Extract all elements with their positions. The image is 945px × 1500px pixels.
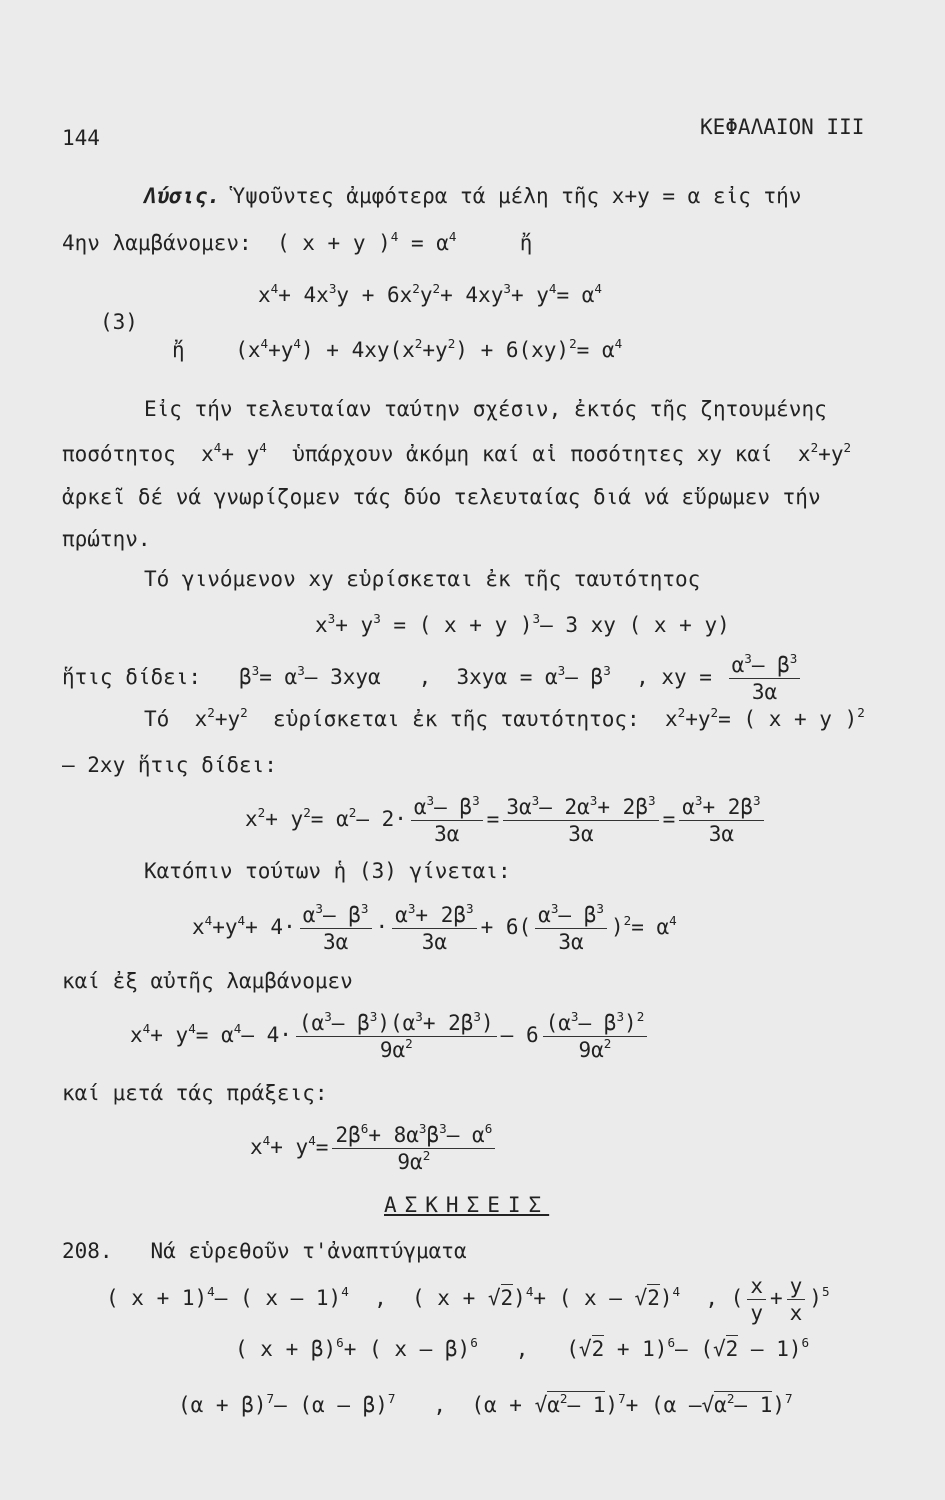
or-word: ἤ bbox=[519, 231, 533, 255]
equation-result-1: $x^4+ y^4= \alpha^4-$ 4· $\frac{(\alpha^3- \beta^3)(\alpha^3+ 2\beta^3)}{9\alpha^2}$ – 6 $\frac{(\alpha^3- \beta^3)^2}{9\alpha^2}$ bbox=[130, 1006, 651, 1064]
para6-text-a: Τό bbox=[144, 707, 170, 731]
equation-label: (3) bbox=[100, 310, 138, 334]
equation-substitution: $x^4+y^4+ 4\cdot$ $\frac{\alpha^3- \beta^3}{3\alpha}$ · $\frac{\alpha^3+ 2\beta^3}{3\alpha}$ + 6( $\frac{\alpha^3- \beta^3}{3\alpha}$ )$^2= \alpha^4$ bbox=[192, 900, 677, 954]
equation-line-beta bbox=[62, 648, 804, 706]
paragraph-line-5: Τό γινόμενον xy εὑρίσκεται ἐκ τῆς ταυτότητος bbox=[144, 567, 701, 591]
inline-math: $x^2+y^2$ bbox=[785, 440, 852, 466]
paragraph-line-1: Εἰς τήν τελευταίαν ταύτην σχέσιν, ἐκτός τῆς ζητουμένης bbox=[144, 397, 827, 421]
exercise-prompt: Νά εὑρεθοῦν τ'ἀναπτύγματα bbox=[150, 1239, 467, 1263]
chapter-title: ΚΕΦΑΛΑΙΟΝ III bbox=[700, 115, 865, 139]
paragraph-line-9: καί ἐξ αὐτῆς λαμβάνομεν bbox=[62, 969, 353, 993]
paragraph-line-3: ἀρκεῖ δέ νά γνωρίζομεν τάς δύο τελευταίας διά νά εὕρωμεν τήν bbox=[62, 485, 821, 509]
exercises-heading: ΑΣΚΗΣΕΙΣ bbox=[384, 1193, 550, 1217]
exercise-expr-row-2: ( x + β)$^6$+ ( x – β)$^6$ , $(√2 + 1)^6-$ (√2 – 1)$^6$ bbox=[235, 1335, 810, 1361]
paragraph-line-4: πρώτην. bbox=[62, 527, 151, 551]
paragraph-line-2 bbox=[62, 441, 851, 467]
equation-binomial: ( x + y )$^4 = \alpha^4$ bbox=[264, 229, 457, 255]
paragraph-line-8: Κατόπιν τούτων ἡ (3) γίνεται: bbox=[144, 859, 511, 883]
para2-text-a: ποσότητος bbox=[62, 442, 176, 466]
solution-text-1: Ὑψοῦντες ἀμφότερα τά μέλη τῆς x+y = α εἰς τήν bbox=[232, 184, 802, 208]
fraction-xy: $\frac{\alpha^3- \beta^3}{3\alpha}$ bbox=[729, 652, 801, 705]
equation-result-final: $x^4+ y^4=$ $\frac{2\beta^6+ 8\alpha^3\beta^3- \alpha^6}{9\alpha^2}$ bbox=[250, 1118, 499, 1176]
inline-math: $x^4+ y^4$ bbox=[188, 440, 267, 466]
para6-text-b: εὑρίσκεται ἐκ τῆς ταυτότητος: bbox=[273, 707, 640, 731]
solution-text-2: 4ην λαμβάνομεν: bbox=[62, 231, 252, 255]
exercise-expr-row-1: ( x + 1)$^4$– ( x – 1)$^4$ , ( x + √2)$^4$+ ( x – √2)$^4$ , ( $\frac{x}{y}$ + $\frac{y}{x}$ )$^5$ bbox=[106, 1273, 830, 1325]
equation-cube-identity: $x^3+ y^3$ = ( x + y )$^3$– 3 xy ( x + y) bbox=[315, 611, 730, 637]
equation-beta: $\beta^3= \alpha^3-$ 3xyα , $3xy\alpha = \alpha^3-$ $\beta^3$ , xy = bbox=[213, 663, 712, 689]
inline-math: $x^2+y^2=$ ( x + y )$^2$ bbox=[652, 705, 865, 731]
paragraph-line-10: καί μετά τάς πράξεις: bbox=[62, 1081, 328, 1105]
paragraph-line-7: – 2xy ἥτις δίδει: bbox=[62, 753, 277, 777]
exercise-number: 208. bbox=[62, 1239, 113, 1263]
hitis-text: ἥτις δίδει: bbox=[62, 665, 202, 689]
or-word-2: ἤ bbox=[172, 338, 185, 362]
inline-math: $x^2+y^2$ bbox=[181, 705, 248, 731]
equation-grouped: ἤ $(x^4+y^4) + 4xy(x^2+y^2) + 6(xy)^2= \alpha^4$ bbox=[172, 336, 623, 362]
page-number: 144 bbox=[62, 126, 100, 150]
equation-expansion: $x^4+ 4x^3y + 6x^2y^2+ 4xy^3+ y^4= \alpha^4$ bbox=[258, 281, 602, 307]
exercise-expr-row-3: $(\alpha + \beta)^7-$ (α – β)$^7$ , ($\alpha + √\alpha^2-$ 1)$^7$+ (α $-√\alpha^2-$ 1)$^7$ bbox=[178, 1391, 793, 1417]
solution-line-1 bbox=[144, 183, 801, 209]
equation-sum-squares: $x^2+ y^2= \alpha^2-$ 2· $\frac{\alpha^3- \beta^3}{3\alpha}$ = $\frac{3\alpha^3- 2\alpha^3+ 2\beta^3}{3\alpha}$ = $\frac{\alpha^3+ 2\beta^3}{3\alpha}$ bbox=[245, 790, 768, 848]
solution-line-2 bbox=[62, 230, 532, 256]
paragraph-line-6 bbox=[144, 706, 865, 732]
para2-text-b: ὑπάρχουν ἀκόμη καί αἱ ποσότητες xy καί bbox=[292, 442, 773, 466]
solution-label: Λύσις. bbox=[144, 184, 220, 208]
exercise-208 bbox=[62, 1238, 467, 1264]
